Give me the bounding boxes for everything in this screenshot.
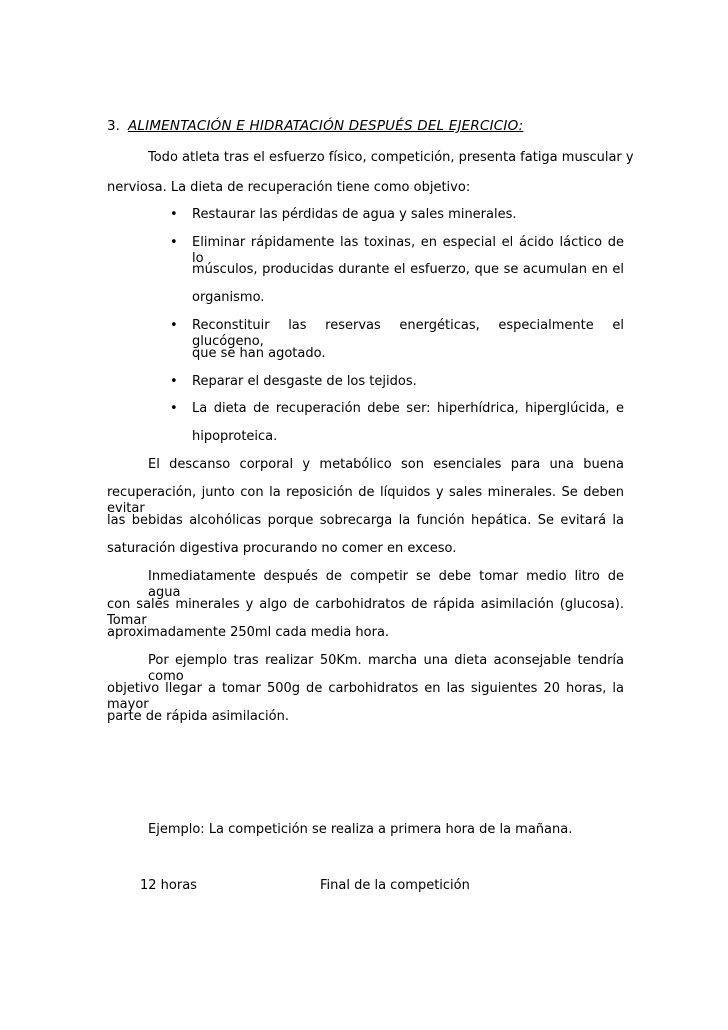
bullet-marker: • — [170, 318, 178, 333]
section-heading: ALIMENTACIÓN E HIDRATACIÓN DESPUÉS DEL EJERCICIO: — [128, 118, 524, 134]
example-para-line-2: objetivo llegar a tomar 500g de carbohidratos en las siguientes 20 horas, la mayor — [107, 681, 624, 712]
bullet-1-line-1: Restaurar las pérdidas de agua y sales minerales. — [192, 207, 517, 222]
intro-line-1: Todo atleta tras el esfuerzo físico, competición, presenta fatiga muscular y — [148, 150, 634, 165]
rest-para-line-2: recuperación, junto con la reposición de líquidos y sales minerales. Se deben evitar — [107, 485, 624, 516]
bullet-marker: • — [170, 374, 178, 389]
example-para-line-3: parte de rápida asimilación. — [107, 709, 289, 724]
example-para-line-1: Por ejemplo tras realizar 50Km. marcha una dieta aconsejable tendría como — [148, 653, 624, 684]
bullet-marker: • — [170, 235, 178, 250]
after-para-line-2: con sales minerales y algo de carbohidratos de rápida asimilación (glucosa). Tomar — [107, 597, 624, 628]
after-para-line-1: Inmediatamente después de competir se debe tomar medio litro de agua — [148, 569, 624, 600]
bullet-3-line-1: Reconstituir las reservas energéticas, especialmente el glucógeno, — [192, 318, 624, 349]
bullet-5-line-2: hipoproteica. — [192, 429, 278, 444]
rest-para-line-4: saturación digestiva procurando no comer en exceso. — [107, 541, 457, 556]
intro-line-2: nerviosa. La dieta de recuperación tiene como objetivo: — [107, 180, 471, 195]
example-note: Ejemplo: La competición se realiza a primera hora de la mañana. — [148, 822, 573, 837]
bullet-marker: • — [170, 401, 178, 416]
bullet-2-line-3: organismo. — [192, 290, 265, 305]
section-number: 3. — [107, 118, 120, 134]
bullet-3-line-2: que se han agotado. — [192, 346, 326, 361]
timeline-event: Final de la competición — [320, 878, 470, 893]
bullet-2-line-1: Eliminar rápidamente las toxinas, en especial el ácido láctico de lo — [192, 235, 624, 266]
timeline-time: 12 horas — [140, 878, 197, 893]
bullet-marker: • — [170, 207, 178, 222]
rest-para-line-1: El descanso corporal y metabólico son esenciales para una buena — [148, 457, 624, 472]
after-para-line-3: aproximadamente 250ml cada media hora. — [107, 625, 390, 640]
bullet-5-line-1: La dieta de recuperación debe ser: hiperhídrica, hiperglúcida, e — [192, 401, 624, 416]
bullet-4-line-1: Reparar el desgaste de los tejidos. — [192, 374, 417, 389]
bullet-2-line-2: músculos, producidas durante el esfuerzo, que se acumulan en el — [192, 262, 624, 277]
rest-para-line-3: las bebidas alcohólicas porque sobrecarga la función hepática. Se evitará la — [107, 513, 624, 528]
